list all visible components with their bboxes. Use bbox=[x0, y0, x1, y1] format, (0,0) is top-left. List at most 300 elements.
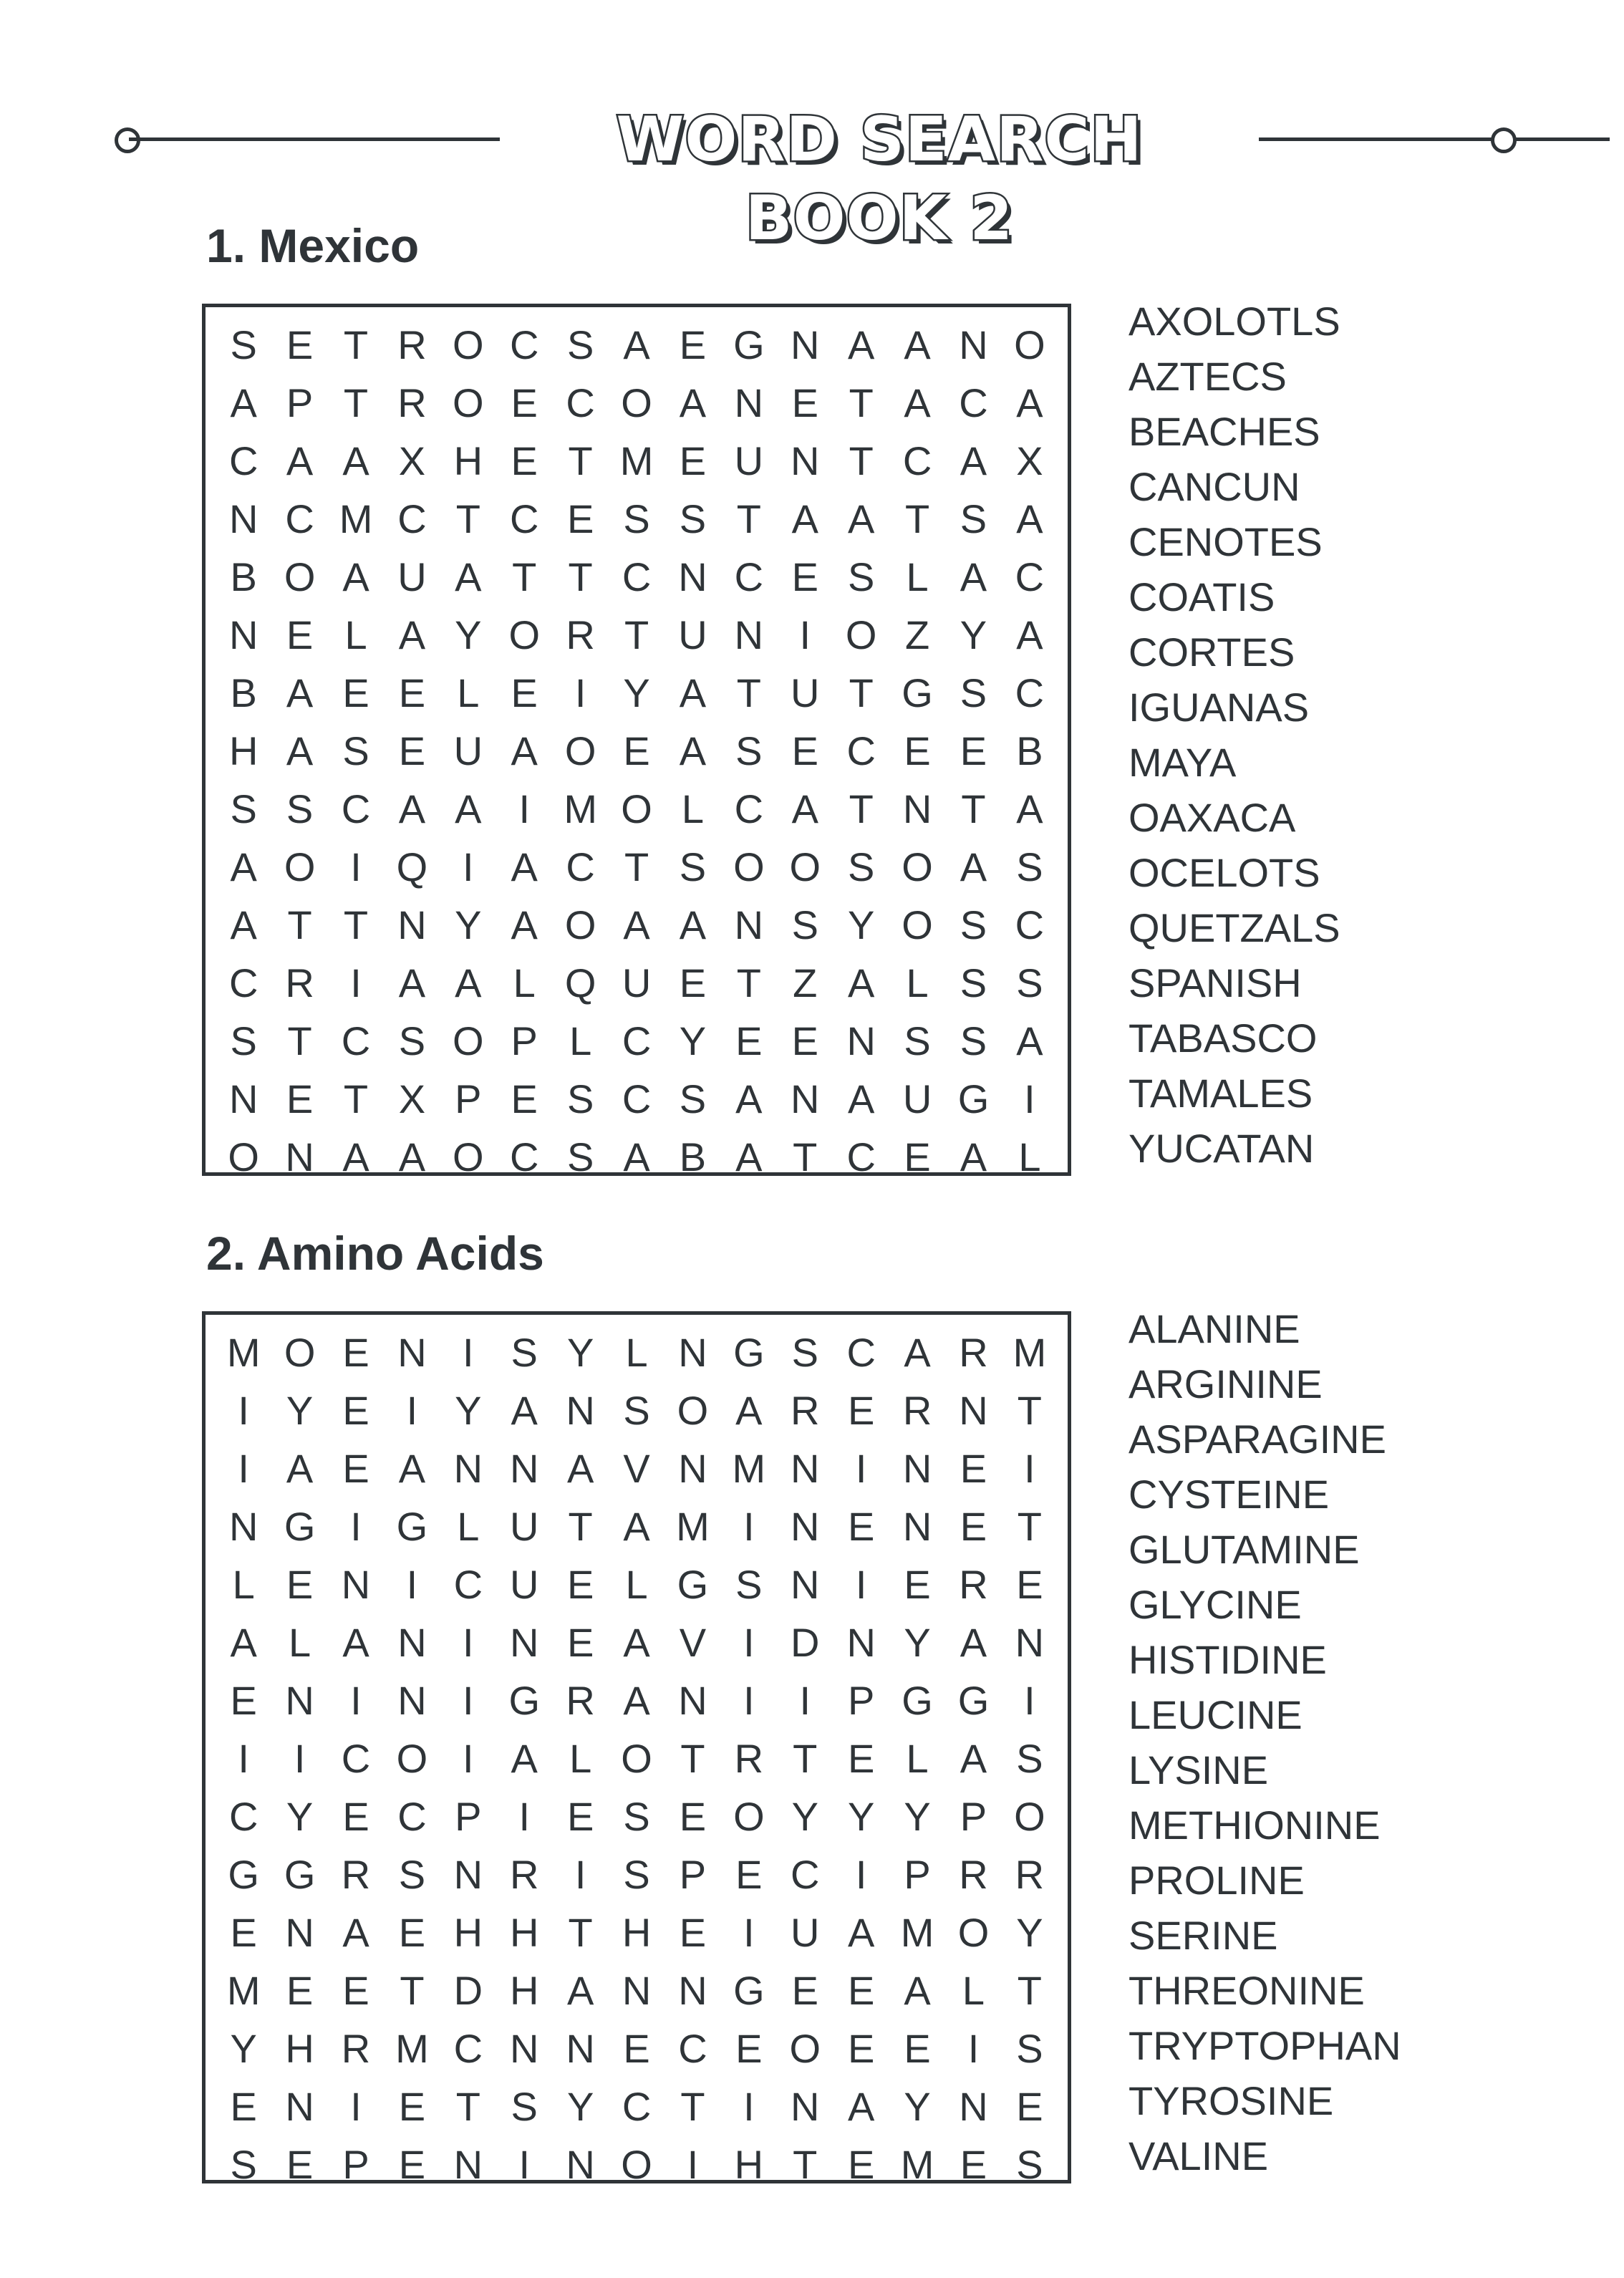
grid-letter: R bbox=[959, 1330, 988, 1375]
grid-letter: I bbox=[799, 612, 811, 657]
grid-letter: N bbox=[510, 2026, 539, 2071]
grid-letter: P bbox=[342, 2142, 369, 2187]
grid-letter: U bbox=[678, 612, 707, 657]
grid-letter: I bbox=[463, 1330, 474, 1375]
grid-letter: S bbox=[286, 786, 314, 831]
grid-letter: L bbox=[906, 1736, 929, 1781]
grid-letter: R bbox=[566, 612, 595, 657]
grid-letter: N bbox=[228, 1076, 258, 1121]
grid-letter: E bbox=[847, 1968, 875, 2013]
grid-letter: G bbox=[957, 1678, 990, 1723]
grid-letter: G bbox=[902, 1678, 933, 1723]
grid-row bbox=[216, 316, 1058, 374]
grid-letter: S bbox=[960, 1018, 987, 1063]
grid-letter: T bbox=[568, 1504, 593, 1549]
grid-letter: D bbox=[791, 1620, 820, 1665]
grid-letter: D bbox=[453, 1968, 483, 2013]
grid-letter: N bbox=[397, 1678, 427, 1723]
grid-letter: N bbox=[228, 1504, 258, 1549]
grid-letter: U bbox=[397, 554, 427, 599]
grid-letter: O bbox=[508, 612, 541, 657]
grid-letter: N bbox=[228, 612, 258, 657]
grid-letter: O bbox=[789, 844, 821, 889]
grid-letter: V bbox=[623, 1446, 650, 1491]
grid-letter: E bbox=[230, 2084, 257, 2129]
grid-letter: R bbox=[510, 1852, 539, 1897]
grid-letter: A bbox=[511, 844, 538, 889]
grid-letter: O bbox=[453, 380, 484, 425]
grid-letter: S bbox=[735, 1562, 763, 1607]
grid-letter: A bbox=[342, 1910, 369, 1955]
grid-letter: S bbox=[623, 496, 650, 541]
grid-letter: P bbox=[455, 1794, 482, 1839]
grid-letter: A bbox=[1016, 612, 1043, 657]
grid-letter: E bbox=[398, 2084, 426, 2129]
grid-letter: C bbox=[846, 1134, 876, 1179]
grid-letter: I bbox=[1024, 1076, 1035, 1121]
grid-letter: S bbox=[904, 1018, 931, 1063]
grid-letter: E bbox=[566, 1620, 594, 1665]
grid-letter: E bbox=[960, 1446, 987, 1491]
grid-letter: A bbox=[735, 1134, 763, 1179]
grid-letter: L bbox=[289, 1620, 311, 1665]
grid-letter: I bbox=[574, 1852, 586, 1897]
grid-letter: S bbox=[623, 1388, 650, 1433]
grid-letter: T bbox=[512, 554, 537, 599]
grid-letter: M bbox=[339, 496, 373, 541]
grid-letter: O bbox=[845, 612, 877, 657]
grid-letter: S bbox=[1016, 2026, 1043, 2071]
word-list-item: VALINE bbox=[1128, 2133, 1269, 2178]
grid-letter: C bbox=[453, 1562, 483, 1607]
grid-letter: T bbox=[400, 1968, 425, 2013]
grid-letter: S bbox=[847, 554, 875, 599]
grid-letter: E bbox=[791, 1018, 818, 1063]
grid-letter: E bbox=[735, 1852, 763, 1897]
grid-letter: E bbox=[791, 554, 818, 599]
grid-letter: G bbox=[957, 1076, 990, 1121]
grid-row bbox=[216, 1613, 1058, 1671]
grid-letter: E bbox=[398, 670, 426, 715]
grid-letter: S bbox=[1016, 960, 1043, 1005]
grid-letter: E bbox=[566, 1562, 594, 1607]
grid-letter: A bbox=[623, 322, 650, 367]
grid-letter: N bbox=[397, 902, 427, 947]
grid-letter: C bbox=[1015, 902, 1045, 947]
grid-letter: T bbox=[793, 2142, 818, 2187]
grid-letter: R bbox=[734, 1736, 764, 1781]
grid-letter: H bbox=[285, 2026, 314, 2071]
grid-letter: A bbox=[847, 1076, 875, 1121]
grid-letter: C bbox=[791, 1852, 820, 1897]
grid-letter: A bbox=[960, 1134, 987, 1179]
grid-letter: A bbox=[847, 1910, 875, 1955]
grid-letter: C bbox=[1015, 554, 1045, 599]
grid-letter: T bbox=[736, 496, 761, 541]
grid-letter: L bbox=[513, 960, 536, 1005]
grid-letter: Y bbox=[904, 2084, 931, 2129]
grid-letter: I bbox=[350, 2084, 362, 2129]
grid-letter: G bbox=[733, 322, 765, 367]
grid-letter: Q bbox=[396, 844, 428, 889]
grid-letter: Y bbox=[286, 1388, 314, 1433]
grid-letter: N bbox=[902, 1504, 932, 1549]
grid-letter: S bbox=[230, 2142, 257, 2187]
grid-row bbox=[216, 1323, 1058, 1381]
word-list-item: THREONINE bbox=[1128, 1968, 1365, 2013]
grid-letter: O bbox=[621, 1736, 652, 1781]
grid-letter: P bbox=[511, 1018, 538, 1063]
grid-letter: E bbox=[960, 1504, 987, 1549]
grid-letter: Y bbox=[455, 612, 482, 657]
grid-letter: E bbox=[960, 2142, 987, 2187]
grid-letter: T bbox=[343, 902, 369, 947]
grid-letter: C bbox=[510, 496, 539, 541]
grid-letter: B bbox=[679, 1134, 707, 1179]
grid-letter: E bbox=[791, 728, 818, 773]
grid-letter: S bbox=[623, 1794, 650, 1839]
grid-letter: N bbox=[791, 322, 820, 367]
grid-letter: L bbox=[1018, 1134, 1041, 1179]
grid-letter: T bbox=[849, 786, 874, 831]
grid-letter: S bbox=[623, 1852, 650, 1897]
grid-letter: N bbox=[734, 902, 764, 947]
grid-row bbox=[216, 374, 1058, 432]
grid-letter: Y bbox=[960, 612, 987, 657]
grid-letter: O bbox=[789, 2026, 821, 2071]
grid-letter: L bbox=[457, 670, 480, 715]
grid-letter: Y bbox=[455, 1388, 482, 1433]
grid-letter: S bbox=[679, 844, 707, 889]
grid-letter: A bbox=[342, 1134, 369, 1179]
grid-letter: A bbox=[623, 1678, 650, 1723]
grid-letter: E bbox=[511, 438, 538, 483]
grid-row bbox=[216, 838, 1058, 896]
grid-letter: T bbox=[849, 380, 874, 425]
grid-letter: A bbox=[904, 1968, 931, 2013]
grid-letter: S bbox=[230, 1018, 257, 1063]
grid-letter: C bbox=[566, 844, 595, 889]
grid-letter: N bbox=[453, 1446, 483, 1491]
grid-letter: N bbox=[678, 554, 707, 599]
grid-letter: T bbox=[736, 670, 761, 715]
grid-letter: G bbox=[733, 1330, 765, 1375]
grid-letter: N bbox=[734, 380, 764, 425]
grid-letter: T bbox=[624, 844, 649, 889]
grid-letter: O bbox=[1014, 322, 1045, 367]
grid-letter: N bbox=[285, 2084, 314, 2129]
grid-letter: C bbox=[959, 380, 988, 425]
grid-letter: N bbox=[510, 1620, 539, 1665]
grid-letter: P bbox=[904, 1852, 931, 1897]
word-list-item: COATIS bbox=[1128, 574, 1275, 619]
grid-letter: I bbox=[743, 1678, 755, 1723]
grid-letter: R bbox=[341, 2026, 371, 2071]
grid-letter: G bbox=[396, 1504, 428, 1549]
grid-letter: I bbox=[406, 1562, 418, 1607]
grid-letter: I bbox=[574, 670, 586, 715]
grid-letter: S bbox=[791, 1330, 818, 1375]
grid-letter: N bbox=[791, 2084, 820, 2129]
grid-letter: O bbox=[733, 844, 765, 889]
grid-row bbox=[216, 1439, 1058, 1497]
grid-letter: R bbox=[397, 322, 427, 367]
grid-letter: A bbox=[398, 1134, 426, 1179]
grid-letter: A bbox=[230, 380, 257, 425]
word-list-item: CYSTEINE bbox=[1128, 1472, 1330, 1517]
grid-letter: B bbox=[230, 554, 257, 599]
grid-letter: X bbox=[1016, 438, 1043, 483]
puzzle-1-word-list bbox=[1128, 294, 1340, 1176]
grid-row bbox=[216, 2019, 1058, 2077]
puzzle-2-word-list bbox=[1128, 1301, 1401, 2183]
grid-letter: C bbox=[341, 1736, 371, 1781]
grid-letter: Y bbox=[679, 1018, 707, 1063]
grid-letter: I bbox=[743, 1620, 755, 1665]
grid-letter: O bbox=[228, 1134, 259, 1179]
grid-row bbox=[216, 1903, 1058, 1961]
grid-letter: A bbox=[1016, 1018, 1043, 1063]
grid-letter: R bbox=[285, 960, 314, 1005]
grid-letter: N bbox=[678, 1446, 707, 1491]
grid-letter: A bbox=[398, 786, 426, 831]
grid-letter: E bbox=[1016, 1562, 1043, 1607]
grid-letter: A bbox=[455, 960, 482, 1005]
grid-letter: C bbox=[510, 1134, 539, 1179]
grid-letter: T bbox=[343, 1076, 369, 1121]
word-list-item: BEACHES bbox=[1128, 409, 1320, 454]
grid-letter: I bbox=[463, 1678, 474, 1723]
grid-letter: I bbox=[1024, 1446, 1035, 1491]
grid-letter: P bbox=[847, 1678, 875, 1723]
word-list-item: METHIONINE bbox=[1128, 1802, 1381, 1848]
grid-letter: N bbox=[510, 1446, 539, 1491]
grid-letter: T bbox=[287, 902, 312, 947]
grid-letter: Y bbox=[1016, 1910, 1043, 1955]
word-list-item: HISTIDINE bbox=[1128, 1637, 1327, 1682]
grid-letter: N bbox=[959, 322, 988, 367]
grid-letter: C bbox=[622, 1076, 652, 1121]
grid-letter: A bbox=[230, 1620, 257, 1665]
grid-letter: N bbox=[1015, 1620, 1045, 1665]
grid-letter: E bbox=[679, 438, 707, 483]
grid-letter: N bbox=[902, 786, 932, 831]
grid-letter: R bbox=[566, 1678, 595, 1723]
grid-letter: Y bbox=[455, 902, 482, 947]
grid-letter: T bbox=[904, 496, 930, 541]
grid-letter: T bbox=[736, 960, 761, 1005]
grid-letter: E bbox=[679, 322, 707, 367]
word-list-item: OAXACA bbox=[1128, 795, 1296, 840]
grid-letter: T bbox=[849, 438, 874, 483]
grid-letter: A bbox=[1016, 786, 1043, 831]
grid-letter: E bbox=[847, 1504, 875, 1549]
grid-letter: C bbox=[622, 554, 652, 599]
grid-letter: T bbox=[568, 554, 593, 599]
grid-letter: I bbox=[799, 1678, 811, 1723]
grid-letter: M bbox=[395, 2026, 429, 2071]
grid-letter: G bbox=[902, 670, 933, 715]
grid-letter: G bbox=[228, 1852, 259, 1897]
grid-letter: Y bbox=[286, 1794, 314, 1839]
grid-letter: S bbox=[398, 1852, 426, 1897]
grid-row bbox=[216, 548, 1058, 606]
grid-letter: O bbox=[453, 1018, 484, 1063]
grid-letter: N bbox=[397, 1330, 427, 1375]
grid-letter: L bbox=[625, 1562, 648, 1607]
grid-letter: A bbox=[455, 554, 482, 599]
grid-letter: I bbox=[518, 786, 531, 831]
grid-letter: U bbox=[453, 728, 483, 773]
grid-letter: A bbox=[847, 2084, 875, 2129]
grid-letter: I bbox=[238, 1388, 249, 1433]
grid-letter: E bbox=[511, 670, 538, 715]
grid-letter: A bbox=[904, 322, 931, 367]
grid-letter: Y bbox=[566, 2084, 594, 2129]
grid-letter: E bbox=[286, 2142, 314, 2187]
grid-letter: A bbox=[623, 1620, 650, 1665]
grid-letter: Y bbox=[230, 2026, 257, 2071]
grid-letter: A bbox=[960, 1620, 987, 1665]
grid-letter: P bbox=[455, 1076, 482, 1121]
grid-letter: M bbox=[226, 1968, 261, 2013]
grid-letter: O bbox=[453, 1134, 484, 1179]
grid-letter: E bbox=[342, 1446, 369, 1491]
grid-letter: N bbox=[791, 438, 820, 483]
grid-row bbox=[216, 1961, 1058, 2019]
grid-letter: S bbox=[960, 496, 987, 541]
puzzle-2-heading: 2. Amino Acids bbox=[206, 1227, 544, 1280]
grid-letter: G bbox=[508, 1678, 541, 1723]
word-list-item: IGUANAS bbox=[1128, 685, 1310, 730]
grid-letter: N bbox=[734, 612, 764, 657]
grid-letter: I bbox=[687, 2142, 699, 2187]
grid-letter: N bbox=[959, 2084, 988, 2129]
grid-row bbox=[216, 1555, 1058, 1613]
grid-letter: O bbox=[564, 728, 596, 773]
grid-letter: A bbox=[286, 670, 314, 715]
grid-letter: O bbox=[733, 1794, 765, 1839]
grid-letter: I bbox=[463, 1736, 474, 1781]
grid-letter: I bbox=[406, 1388, 418, 1433]
grid-letter: S bbox=[1016, 2142, 1043, 2187]
grid-letter: E bbox=[904, 1562, 931, 1607]
grid-letter: T bbox=[961, 786, 986, 831]
grid-letter: A bbox=[847, 496, 875, 541]
grid-letter: N bbox=[846, 1018, 876, 1063]
grid-letter: U bbox=[791, 670, 820, 715]
grid-row bbox=[216, 1070, 1058, 1128]
grid-letter: A bbox=[623, 1134, 650, 1179]
header-ring-right-icon bbox=[1491, 127, 1517, 153]
grid-row bbox=[216, 1845, 1058, 1903]
grid-letter: Z bbox=[793, 960, 818, 1005]
grid-row bbox=[216, 2077, 1058, 2135]
grid-letter: A bbox=[735, 1076, 763, 1121]
grid-letter: Y bbox=[623, 670, 650, 715]
grid-letter: A bbox=[1016, 380, 1043, 425]
grid-row bbox=[216, 2135, 1058, 2193]
grid-letter: T bbox=[1017, 1388, 1042, 1433]
word-list-item: CANCUN bbox=[1128, 464, 1300, 509]
word-list-item: AXOLOTLS bbox=[1128, 299, 1340, 344]
grid-letter: N bbox=[678, 1330, 707, 1375]
grid-letter: N bbox=[959, 1388, 988, 1433]
grid-letter: C bbox=[902, 438, 932, 483]
word-list-item: GLYCINE bbox=[1128, 1582, 1302, 1627]
grid-letter: N bbox=[453, 2142, 483, 2187]
grid-letter: R bbox=[902, 1388, 932, 1433]
grid-letter: A bbox=[791, 496, 818, 541]
grid-letter: T bbox=[680, 2084, 705, 2129]
grid-letter: X bbox=[398, 438, 426, 483]
grid-letter: L bbox=[962, 1968, 985, 2013]
word-list-item: YUCATAN bbox=[1128, 1126, 1315, 1171]
word-list-item: ARGININE bbox=[1128, 1361, 1323, 1406]
grid-letter: H bbox=[453, 438, 483, 483]
grid-letter: A bbox=[791, 786, 818, 831]
grid-letter: I bbox=[463, 844, 474, 889]
grid-row bbox=[216, 490, 1058, 548]
word-list-item: PROLINE bbox=[1128, 1858, 1305, 1903]
grid-letter: O bbox=[957, 1910, 990, 1955]
grid-letter: E bbox=[286, 1076, 314, 1121]
grid-letter: T bbox=[1017, 1504, 1042, 1549]
grid-letter: S bbox=[566, 1076, 594, 1121]
grid-letter: M bbox=[1012, 1330, 1047, 1375]
word-list-item: TRYPTOPHAN bbox=[1128, 2023, 1401, 2068]
grid-letter: I bbox=[518, 2142, 531, 2187]
grid-letter: O bbox=[1014, 1794, 1045, 1839]
grid-letter: I bbox=[1024, 1678, 1035, 1723]
grid-letter: S bbox=[960, 902, 987, 947]
grid-letter: E bbox=[847, 1388, 875, 1433]
grid-letter: E bbox=[1016, 2084, 1043, 2129]
word-list-item: TABASCO bbox=[1128, 1015, 1318, 1061]
grid-letter: Y bbox=[904, 1620, 931, 1665]
grid-letter: S bbox=[511, 1330, 538, 1375]
grid-letter: A bbox=[566, 1968, 594, 2013]
grid-letter: R bbox=[341, 1852, 371, 1897]
grid-letter: E bbox=[230, 1910, 257, 1955]
grid-letter: Y bbox=[847, 1794, 875, 1839]
grid-letter: S bbox=[511, 2084, 538, 2129]
grid-letter: S bbox=[960, 670, 987, 715]
grid-letter: N bbox=[566, 2142, 595, 2187]
grid-letter: I bbox=[743, 1504, 755, 1549]
grid-letter: L bbox=[569, 1018, 592, 1063]
grid-letter: Q bbox=[564, 960, 596, 1005]
grid-letter: G bbox=[284, 1504, 316, 1549]
grid-letter: N bbox=[285, 1678, 314, 1723]
grid-letter: A bbox=[904, 1330, 931, 1375]
grid-letter: L bbox=[681, 786, 705, 831]
grid-letter: N bbox=[285, 1134, 314, 1179]
grid-letter: I bbox=[743, 1910, 755, 1955]
grid-letter: C bbox=[734, 554, 764, 599]
grid-letter: N bbox=[397, 1620, 427, 1665]
grid-letter: U bbox=[622, 960, 652, 1005]
grid-letter: A bbox=[511, 728, 538, 773]
word-list-item: LYSINE bbox=[1128, 1747, 1269, 1792]
grid-letter: N bbox=[285, 1910, 314, 1955]
grid-letter: H bbox=[734, 2142, 764, 2187]
grid-row bbox=[216, 954, 1058, 1012]
grid-letter: E bbox=[791, 1968, 818, 2013]
grid-letter: A bbox=[342, 1620, 369, 1665]
grid-row bbox=[216, 1381, 1058, 1439]
grid-letter: T bbox=[1017, 1968, 1042, 2013]
